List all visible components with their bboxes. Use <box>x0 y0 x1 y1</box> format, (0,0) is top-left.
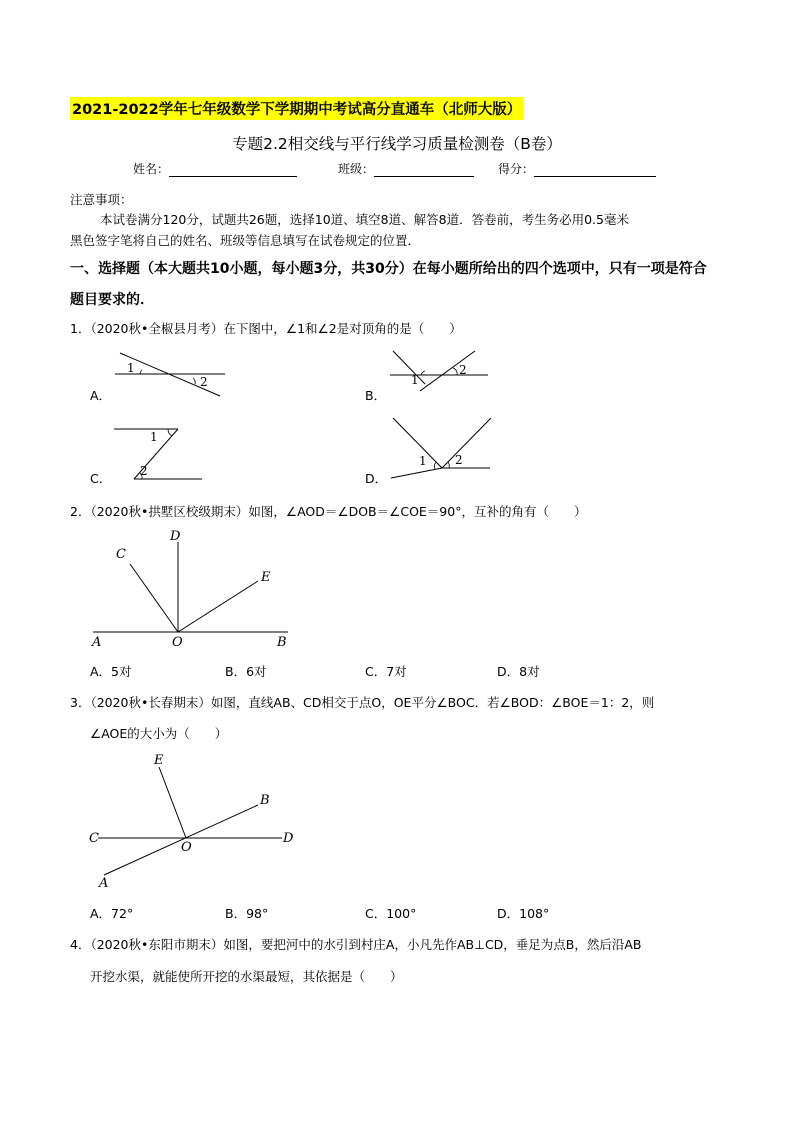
q3-point-e: E <box>154 753 164 768</box>
q3-option-d[interactable]: D．108° <box>497 906 550 921</box>
q2-option-d[interactable]: D．8对 <box>497 664 540 679</box>
exam-series-banner: 2021-2022学年七年级数学下学期期中考试高分直通车（北师大版） <box>70 97 523 120</box>
q3-point-b: B <box>260 793 270 808</box>
class-label: 班级： <box>338 162 375 176</box>
q1-option-a-label[interactable]: A． <box>90 388 112 403</box>
question-4-stem-line-2: 开挖水渠，就能使所开挖的水渠最短，其依据是（ ） <box>90 969 403 984</box>
score-field <box>498 160 656 177</box>
notes-title: 注意事项： <box>70 192 133 207</box>
name-blank[interactable] <box>169 164 297 177</box>
q1-figure-d <box>385 413 500 483</box>
q1-option-c-label[interactable]: C． <box>90 471 112 486</box>
q2-option-c[interactable]: C．7对 <box>365 664 407 679</box>
name-field <box>133 160 297 177</box>
notes-line-1: 本试卷满分120分，试题共26题，选择10道、填空8道、解答8道．答卷前，考生务必用0.5毫米 <box>100 212 629 227</box>
q1b-angle-1-label: 1 <box>411 373 419 387</box>
q3-option-a[interactable]: A．72° <box>90 906 134 921</box>
q1c-angle-2-label: 2 <box>140 464 148 478</box>
q1-figure-c <box>110 424 210 484</box>
q3-option-b[interactable]: B．98° <box>225 906 269 921</box>
q3-option-c[interactable]: C．100° <box>365 906 417 921</box>
q2-figure <box>88 526 298 651</box>
section-heading-line-2: 题目要求的． <box>70 292 154 308</box>
q1a-angle-2-label: 2 <box>200 375 208 389</box>
q2-point-c: C <box>116 547 126 562</box>
q1d-angle-2-label: 2 <box>455 453 463 467</box>
q3-figure <box>86 750 301 892</box>
q3-point-d: D <box>283 831 294 846</box>
score-label: 得分： <box>498 162 535 176</box>
question-1-stem: 1．（2020秋•全椒县月考）在下图中，∠1和∠2是对顶角的是（ ） <box>70 321 462 336</box>
q2-option-a[interactable]: A．5对 <box>90 664 132 679</box>
notes-line-2: 黑色签字笔将自己的姓名、班级等信息填写在试卷规定的位置． <box>70 233 421 248</box>
name-label: 姓名： <box>133 162 170 176</box>
question-3-stem-line-2: ∠AOE的大小为（ ） <box>90 726 228 741</box>
q1c-angle-1-label: 1 <box>150 430 158 444</box>
q3-point-a: A <box>99 876 109 891</box>
question-2-stem: 2．（2020秋•拱墅区校级期末）如图，∠AOD＝∠DOB＝∠COE＝90°，互补的角有（ ） <box>70 504 587 519</box>
q2-option-b[interactable]: B．6对 <box>225 664 267 679</box>
q1-figure-a <box>100 348 240 398</box>
class-field <box>338 160 474 177</box>
q2-point-b: B <box>277 635 287 650</box>
question-4-stem-line-1: 4．（2020秋•东阳市期末）如图，要把河中的水引到村庄A，小凡先作AB⊥CD，垂足为点B，然后沿AB <box>70 937 642 952</box>
question-3-stem-line-1: 3．（2020秋•长春期末）如图，直线AB、CD相交于点O，OE平分∠BOC．若∠BOD：∠BOE＝1：2，则 <box>70 695 655 710</box>
q2-point-o: O <box>172 635 183 650</box>
q3-point-o: O <box>181 840 192 855</box>
score-blank[interactable] <box>534 164 656 177</box>
q2-point-e: E <box>261 570 271 585</box>
q1b-angle-2-label: 2 <box>459 363 467 377</box>
q1-option-d-label[interactable]: D． <box>365 471 388 486</box>
exam-title: 专题2.2相交线与平行线学习质量检测卷（B卷） <box>232 135 562 153</box>
q2-point-a: A <box>92 635 102 650</box>
q1a-angle-1-label: 1 <box>127 361 135 375</box>
q1-option-b-label[interactable]: B． <box>365 388 387 403</box>
q1d-angle-1-label: 1 <box>419 454 427 468</box>
class-blank[interactable] <box>374 164 474 177</box>
q3-point-c: C <box>89 831 99 846</box>
q2-point-d: D <box>170 529 181 544</box>
section-heading-line-1: 一、选择题（本大题共10小题，每小题3分，共30分）在每小题所给出的四个选项中，只有一项是符合 <box>70 261 707 277</box>
q1-figure-b <box>385 346 500 396</box>
